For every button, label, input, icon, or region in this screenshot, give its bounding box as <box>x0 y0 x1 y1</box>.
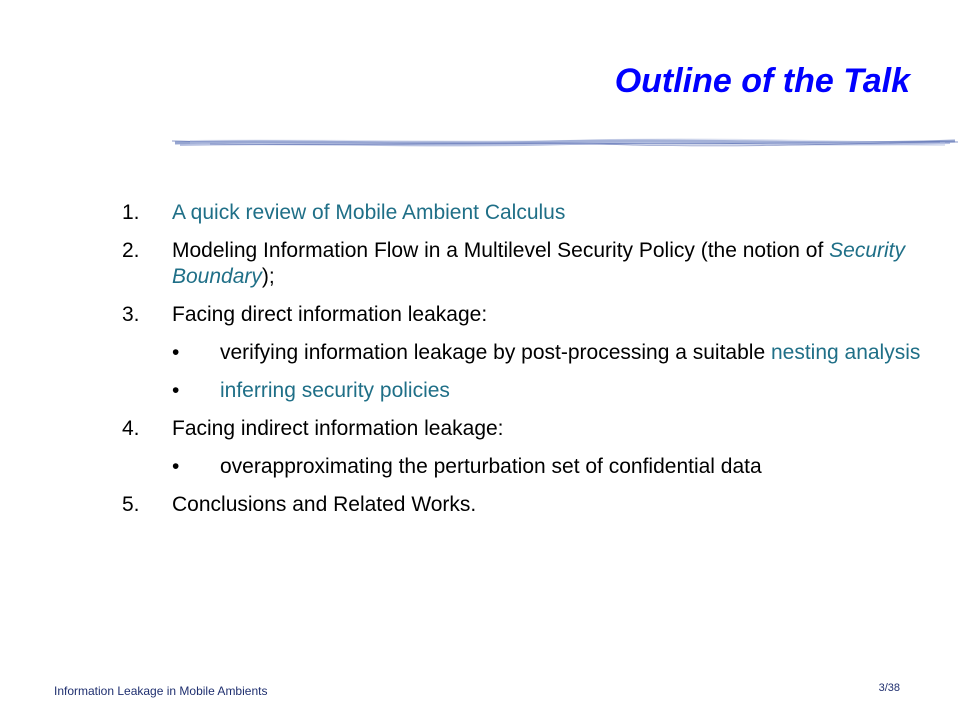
outline-list <box>122 200 922 530</box>
footer-page-number: 3/38 <box>878 682 900 694</box>
outline-item-text <box>220 454 922 480</box>
item-number: 4. <box>122 417 140 440</box>
outline-item <box>122 302 922 328</box>
outline-item-text <box>172 200 922 226</box>
highlighted-text-run: Security Boundary <box>172 239 905 288</box>
footer-presentation-title: Information Leakage in Mobile Ambients <box>54 684 268 698</box>
text-run: Modeling Information Flow in a Multilevel Security Policy (the notion of <box>172 239 830 262</box>
text-run: Facing indirect information leakage: <box>172 417 504 440</box>
outline-subitem <box>122 378 922 404</box>
outline-item-text <box>220 378 922 404</box>
text-run: Facing direct information leakage: <box>172 303 488 326</box>
title-underline-decoration <box>170 131 960 155</box>
highlighted-text-run: A quick review of Mobile Ambient Calculus <box>172 201 566 224</box>
text-run: Conclusions and Related Works. <box>172 493 477 516</box>
outline-item <box>122 492 922 518</box>
bullet-marker: • <box>172 455 180 478</box>
outline-item <box>122 200 922 226</box>
outline-item <box>122 238 922 290</box>
bullet-marker: • <box>172 379 180 402</box>
bullet-marker: • <box>172 341 180 364</box>
text-run: ); <box>261 265 275 288</box>
item-number: 3. <box>122 303 140 326</box>
text-run: overapproximating the perturbation set of confidential data <box>220 455 762 478</box>
slide-title: Outline of the Talk <box>614 62 910 100</box>
item-number: 2. <box>122 239 140 262</box>
outline-item-text <box>172 416 922 442</box>
highlighted-text-run: inferring security policies <box>220 379 450 402</box>
outline-item-text <box>172 238 922 290</box>
item-number: 5. <box>122 493 140 516</box>
text-run: verifying information leakage by post-processing a suitable <box>220 341 771 364</box>
outline-item-text <box>220 340 922 366</box>
item-number: 1. <box>122 201 140 224</box>
highlighted-text-run: nesting analysis <box>770 341 921 364</box>
outline-subitem <box>122 454 922 480</box>
outline-subitem <box>122 340 922 366</box>
outline-item-text <box>172 492 922 518</box>
outline-item <box>122 416 922 442</box>
outline-item-text <box>172 302 922 328</box>
